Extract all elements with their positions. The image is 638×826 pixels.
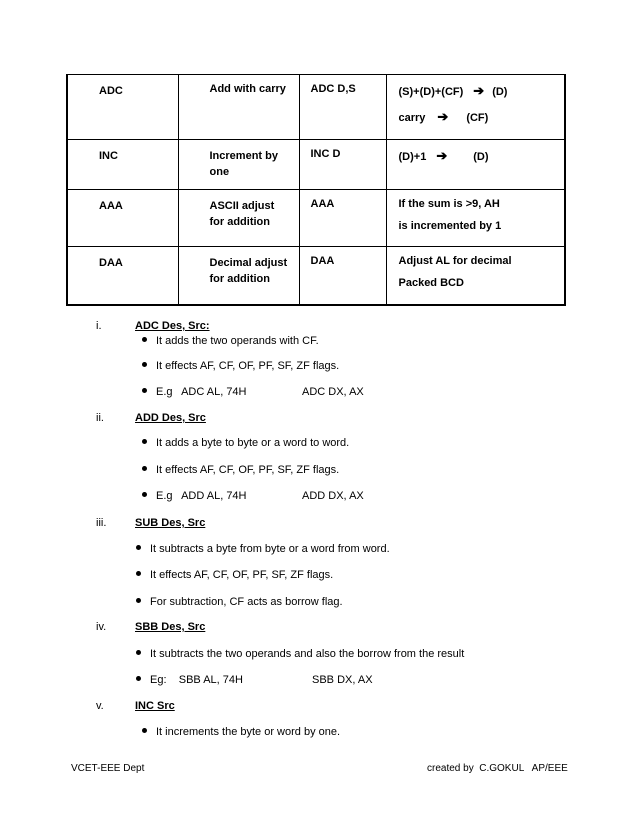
bullet-icon [136,571,141,576]
example-text: ADC DX, AX [302,386,364,398]
list-item: It subtracts a byte from byte or a word from word. [136,543,390,555]
list-item: It effects AF, CF, OF, PF, SF, ZF flags. [136,569,333,581]
bullet-icon [142,439,147,444]
list-item: It effects AF, CF, OF, PF, SF, ZF flags. [142,360,339,372]
section-number: iii. [96,517,107,529]
list-item: E.g ADD AL, 74H [142,490,247,502]
section-number: ii. [96,412,104,424]
section-title: INC Src [135,700,175,712]
list-item: It increments the byte or word by one. [142,726,340,738]
footer-left: VCET-EEE Dept [71,763,145,774]
list-item: For subtraction, CF acts as borrow flag. [136,596,343,608]
bullet-icon [142,362,147,367]
bullet-icon [142,492,147,497]
table-cell-mnemonic: ADC [67,75,178,140]
bullet-icon [136,545,141,550]
instruction-table [66,74,566,306]
footer-right: created by C.GOKUL AP/EEE [427,763,568,774]
arrow-right-icon: ➔ [473,83,485,98]
section-number: iv. [96,621,107,633]
table-row: AAA ASCII adjust for addition AAA If the sum is >9, AH is incremented by 1 [67,190,565,247]
table-row: DAA Decimal adjust for addition DAA Adjust AL for decimal Packed BCD [67,247,565,305]
bullet-icon [136,650,141,655]
bullet-icon [136,598,141,603]
table-row: INC Increment by one INC D (D)+1 ➔ (D) [67,140,565,190]
table-cell-format: ADC D,S [299,75,386,140]
bullet-icon [142,728,147,733]
section-title: ADC Des, Src: [135,320,210,332]
bullet-icon [142,466,147,471]
table-cell-operation: (S)+(D)+(CF) ➔ (D) carry ➔ (CF) [386,75,565,140]
list-item: It adds the two operands with CF. [142,335,319,347]
table-cell-meaning: Add with carry [178,75,299,140]
list-item: It adds a byte to byte or a word to word. [142,437,349,449]
bullet-icon [142,337,147,342]
section-number: i. [96,320,102,332]
section-title: SBB Des, Src [135,621,206,633]
section-title: SUB Des, Src [135,517,206,529]
bullet-icon [142,388,147,393]
list-item: It effects AF, CF, OF, PF, SF, ZF flags. [142,464,339,476]
list-item: E.g ADC AL, 74H [142,386,247,398]
table-row [67,75,565,140]
list-item: It subtracts the two operands and also the borrow from the result [136,648,464,660]
arrow-right-icon: ➔ [437,109,449,124]
example-text: SBB DX, AX [312,674,373,686]
bullet-icon [136,676,141,681]
example-text: ADD DX, AX [302,490,364,502]
list-item: Eg: SBB AL, 74H [136,674,243,686]
section-number: v. [96,700,104,712]
section-title: ADD Des, Src [135,412,206,424]
arrow-right-icon: ➔ [436,148,448,163]
